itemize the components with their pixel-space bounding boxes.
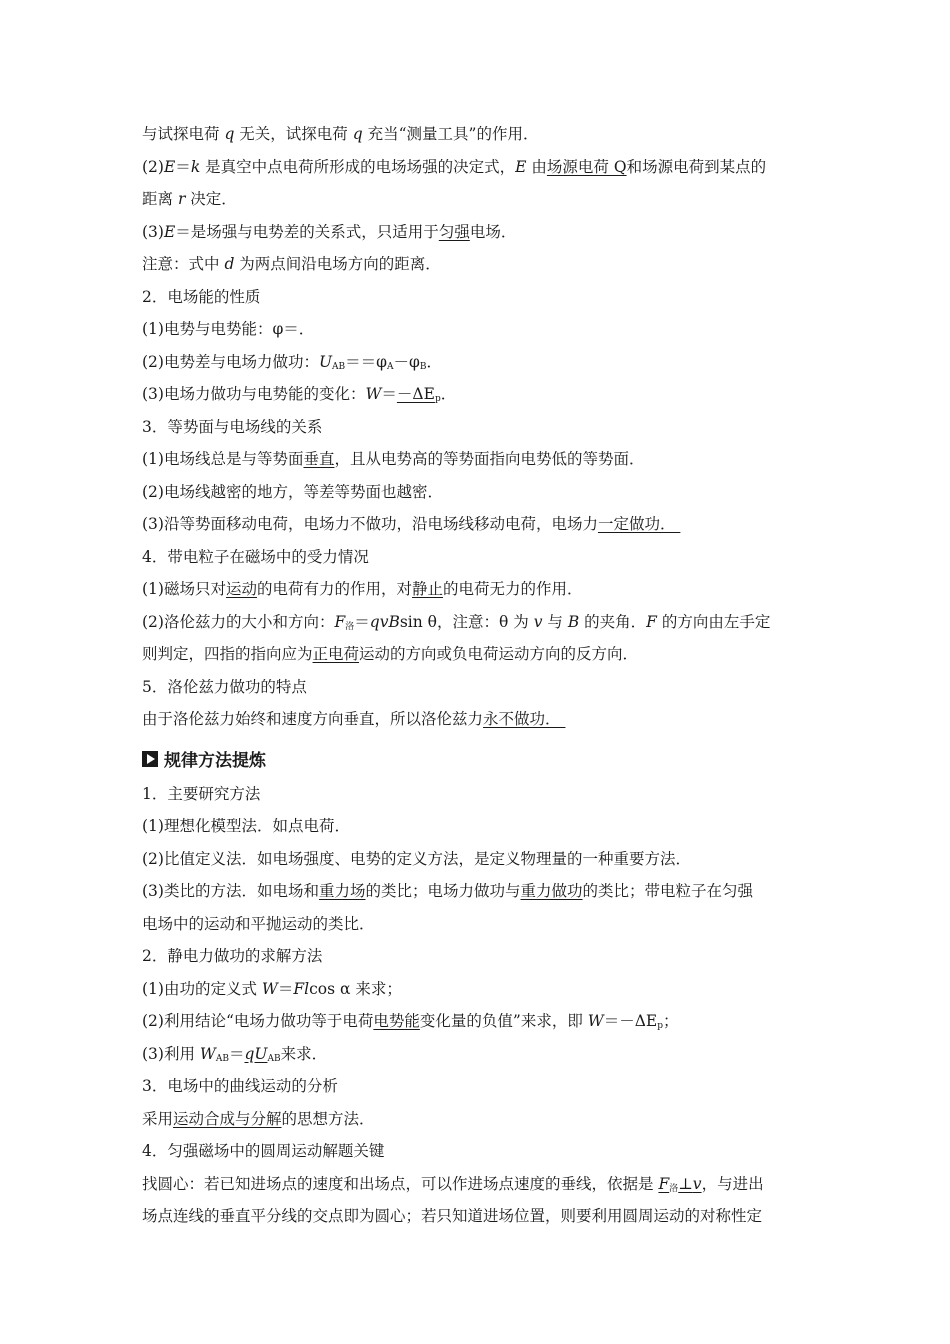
text-segment: (3)沿等势面移动电荷，电场力不做功，沿电场线移动电荷，电场力 (142, 515, 598, 533)
text-line (142, 216, 822, 249)
subscript: 洛 (345, 621, 355, 632)
text-segment: 与试探电荷 (142, 125, 225, 143)
subscript: A (387, 361, 394, 372)
text-line (142, 940, 822, 973)
text-line (142, 638, 822, 671)
text-segment: E (515, 157, 527, 176)
underlined-answer: 重力场 (318, 882, 366, 900)
text-segment: ＝ (175, 157, 191, 176)
text-segment: 场点连线的垂直平分线的交点即为圆心；若只知道进场位置，则要利用圆周运动的对称性定 (142, 1207, 763, 1225)
text-line (142, 606, 822, 639)
text-segment: F (646, 612, 657, 631)
underlined-answer: 正电荷 (312, 645, 360, 663)
text-segment: d (224, 255, 235, 273)
text-segment: ＝ (277, 979, 294, 998)
text-segment: W (365, 385, 382, 403)
text-segment: 是真空中点电荷所形成的电场场强的决定式， (200, 157, 516, 176)
text-segment: W (199, 1044, 216, 1063)
text-segment: ＝－ΔE (603, 1012, 658, 1030)
text-segment: 运动的方向或负电荷运动方向的反方向． (359, 645, 639, 663)
play-triangle-icon (142, 751, 158, 767)
text-line (142, 843, 822, 876)
text-segment: (1)电势与电势能：φ＝． (142, 320, 315, 338)
underlined-answer: 永不做功． (483, 710, 566, 728)
text-segment: 电场中的运动和平抛运动的类比． (142, 914, 375, 933)
text-segment: (1)电场线总是与等势面 (142, 450, 304, 468)
text-segment: 的夹角． (579, 612, 647, 631)
text-segment: ． (426, 352, 443, 371)
text-line (142, 908, 822, 941)
text-segment: v (533, 612, 543, 631)
text-segment: ，与进出 (701, 1174, 764, 1193)
text-segment: ． (440, 385, 457, 403)
text-segment: (2)电场线越密的地方，等差等势面也越密． (142, 482, 443, 501)
text-segment: (2)比值定义法．如电场强度、电势的定义方法，是定义物理量的一种重要方法． (142, 849, 691, 868)
text-segment: ； (662, 1012, 679, 1030)
text-segment: 由于洛伦兹力始终和速度方向垂直，所以洛伦兹力 (142, 710, 484, 728)
text-segment: 的电荷无力的作用． (443, 580, 583, 598)
text-segment: 3．等势面与电场线的关系 (142, 417, 323, 436)
text-segment: 的电荷有力的作用，对 (256, 580, 412, 598)
text-line (142, 508, 822, 541)
text-line (142, 443, 822, 476)
text-segment: 的类比；电场力做功与 (365, 882, 521, 900)
underlined-answer: 重力做功 (520, 882, 583, 900)
text-segment: 2．电场能的性质 (142, 287, 261, 306)
underlined-answer: ⊥ (678, 1174, 693, 1193)
text-line (142, 973, 822, 1006)
text-segment: 由 (526, 157, 547, 176)
text-segment: 1．主要研究方法 (142, 784, 261, 803)
text-segment: ＝ (381, 385, 397, 403)
text-segment: ＝是场强与电势差的关系式，只适用于 (175, 222, 439, 241)
text-segment: 注意：式中 (142, 255, 225, 273)
text-segment: 5．洛伦兹力做功的特点 (142, 677, 307, 696)
text-line (142, 476, 822, 509)
text-line (142, 875, 822, 908)
text-segment: Fl (293, 979, 310, 998)
text-segment: 决定． (185, 190, 237, 208)
text-segment: 则判定，四指的指向应为 (142, 645, 313, 663)
text-segment: (2)电势差与电场力做功： (142, 352, 319, 371)
text-segment: 的思想方法． (281, 1109, 375, 1128)
text-segment: E (163, 157, 176, 176)
text-line (142, 703, 822, 736)
text-segment: B (567, 612, 580, 631)
text-line (142, 671, 822, 704)
text-segment: r (177, 190, 186, 208)
subscript: AB (332, 361, 346, 372)
text-segment: (3) (142, 222, 164, 241)
text-segment: qvB (369, 612, 400, 631)
text-segment: －φ (393, 352, 420, 371)
text-line (142, 281, 822, 314)
text-segment: 3．电场中的曲线运动的分析 (142, 1077, 338, 1095)
text-segment: (1)理想化模型法．如点电荷． (142, 817, 350, 835)
text-line (142, 1103, 822, 1136)
text-line (142, 118, 822, 151)
text-segment: W (261, 979, 278, 998)
text-segment: (3)电场力做功与电势能的变化： (142, 385, 366, 403)
text-line (142, 810, 822, 843)
text-segment: (3)利用 (142, 1044, 200, 1063)
text-segment: 的类比；带电粒子在匀强 (582, 882, 754, 900)
text-segment: 距离 (142, 190, 178, 208)
text-line (142, 1070, 822, 1103)
text-segment: 变化量的负值”来求，即 (419, 1012, 588, 1030)
text-line (142, 183, 822, 216)
text-segment: sin θ，注意：θ 为 (399, 612, 534, 631)
text-line (142, 1038, 822, 1071)
text-segment: 找圆心：若已知进场点的速度和出场点，可以作进场点速度的垂线，依据是 (142, 1174, 659, 1193)
underlined-answer: 运动合成与分解 (173, 1109, 282, 1128)
document-body (142, 118, 822, 1233)
section-heading (142, 740, 822, 778)
text-segment: 与 (542, 612, 568, 631)
text-segment: ，且从电势高的等势面指向电势低的等势面． (334, 450, 645, 468)
text-line (142, 573, 822, 606)
subscript: AB (215, 1053, 229, 1064)
text-line (142, 1168, 822, 1201)
text-segment: q (224, 125, 235, 143)
text-line (142, 541, 822, 574)
text-segment: 和场源电荷到某点的 (626, 157, 767, 176)
underlined-answer: 静止 (412, 580, 444, 598)
text-line (142, 378, 822, 411)
text-segment: (2)洛伦兹力的大小和方向： (142, 612, 335, 631)
text-segment: ＝ (228, 1044, 245, 1063)
text-segment: 电场． (469, 222, 517, 241)
underlined-answer: 匀强 (438, 222, 470, 241)
underlined-answer: qU (244, 1044, 268, 1063)
text-segment: (1)磁场只对 (142, 580, 226, 598)
text-line (142, 248, 822, 281)
text-line (142, 1200, 822, 1233)
text-segment: (2)利用结论“电场力做功等于电荷 (142, 1012, 374, 1030)
text-segment: U (318, 352, 333, 371)
text-segment: q (352, 125, 363, 143)
subscript: 洛 (669, 1183, 679, 1194)
text-line (142, 778, 822, 811)
text-segment: E (163, 222, 176, 241)
text-segment: F (334, 612, 346, 631)
text-segment: 无关，试探电荷 (234, 125, 353, 143)
subscript: p (434, 394, 441, 404)
text-line (142, 151, 822, 184)
text-segment: 采用 (142, 1109, 174, 1128)
text-line (142, 411, 822, 444)
underlined-answer: 电势能 (373, 1012, 420, 1030)
text-segment: 充当“测量工具”的作用． (362, 125, 539, 143)
underlined-answer: v (692, 1174, 702, 1193)
underlined-answer: 垂直 (303, 450, 335, 468)
text-segment: ＝ (354, 612, 370, 631)
subscript: B (419, 361, 427, 372)
text-block-knowledge (142, 118, 822, 736)
text-segment: 的方向由左手定 (656, 612, 771, 631)
text-segment: 为两点间沿电场方向的距离． (234, 255, 441, 273)
section-title: 规律方法提炼 (164, 751, 266, 771)
text-line (142, 1005, 822, 1038)
text-segment: 来求． (280, 1044, 328, 1063)
text-line (142, 346, 822, 379)
text-segment: ＝＝φ (345, 352, 388, 371)
text-segment: k (190, 157, 201, 176)
text-segment: cos α 来求； (309, 979, 402, 998)
underlined-answer: 一定做功． (597, 515, 681, 533)
underlined-answer: 场源电荷 Q (546, 157, 627, 176)
text-line (142, 1135, 822, 1168)
text-segment: (2) (142, 157, 164, 176)
text-segment: 4．带电粒子在磁场中的受力情况 (142, 547, 369, 566)
text-segment: (3)类比的方法．如电场和 (142, 882, 319, 900)
text-segment: (1)由功的定义式 (142, 979, 262, 998)
text-segment: 4．匀强磁场中的圆周运动解题关键 (142, 1142, 385, 1160)
subscript: AB (267, 1053, 281, 1064)
text-segment: 2．静电力做功的求解方法 (142, 947, 323, 965)
text-block-methods (142, 778, 822, 1233)
subscript: p (657, 1021, 663, 1031)
text-segment: W (587, 1012, 604, 1030)
underlined-answer: 运动 (225, 580, 257, 598)
underlined-answer: －ΔE (396, 385, 435, 403)
text-line (142, 313, 822, 346)
underlined-answer: F (658, 1174, 670, 1193)
